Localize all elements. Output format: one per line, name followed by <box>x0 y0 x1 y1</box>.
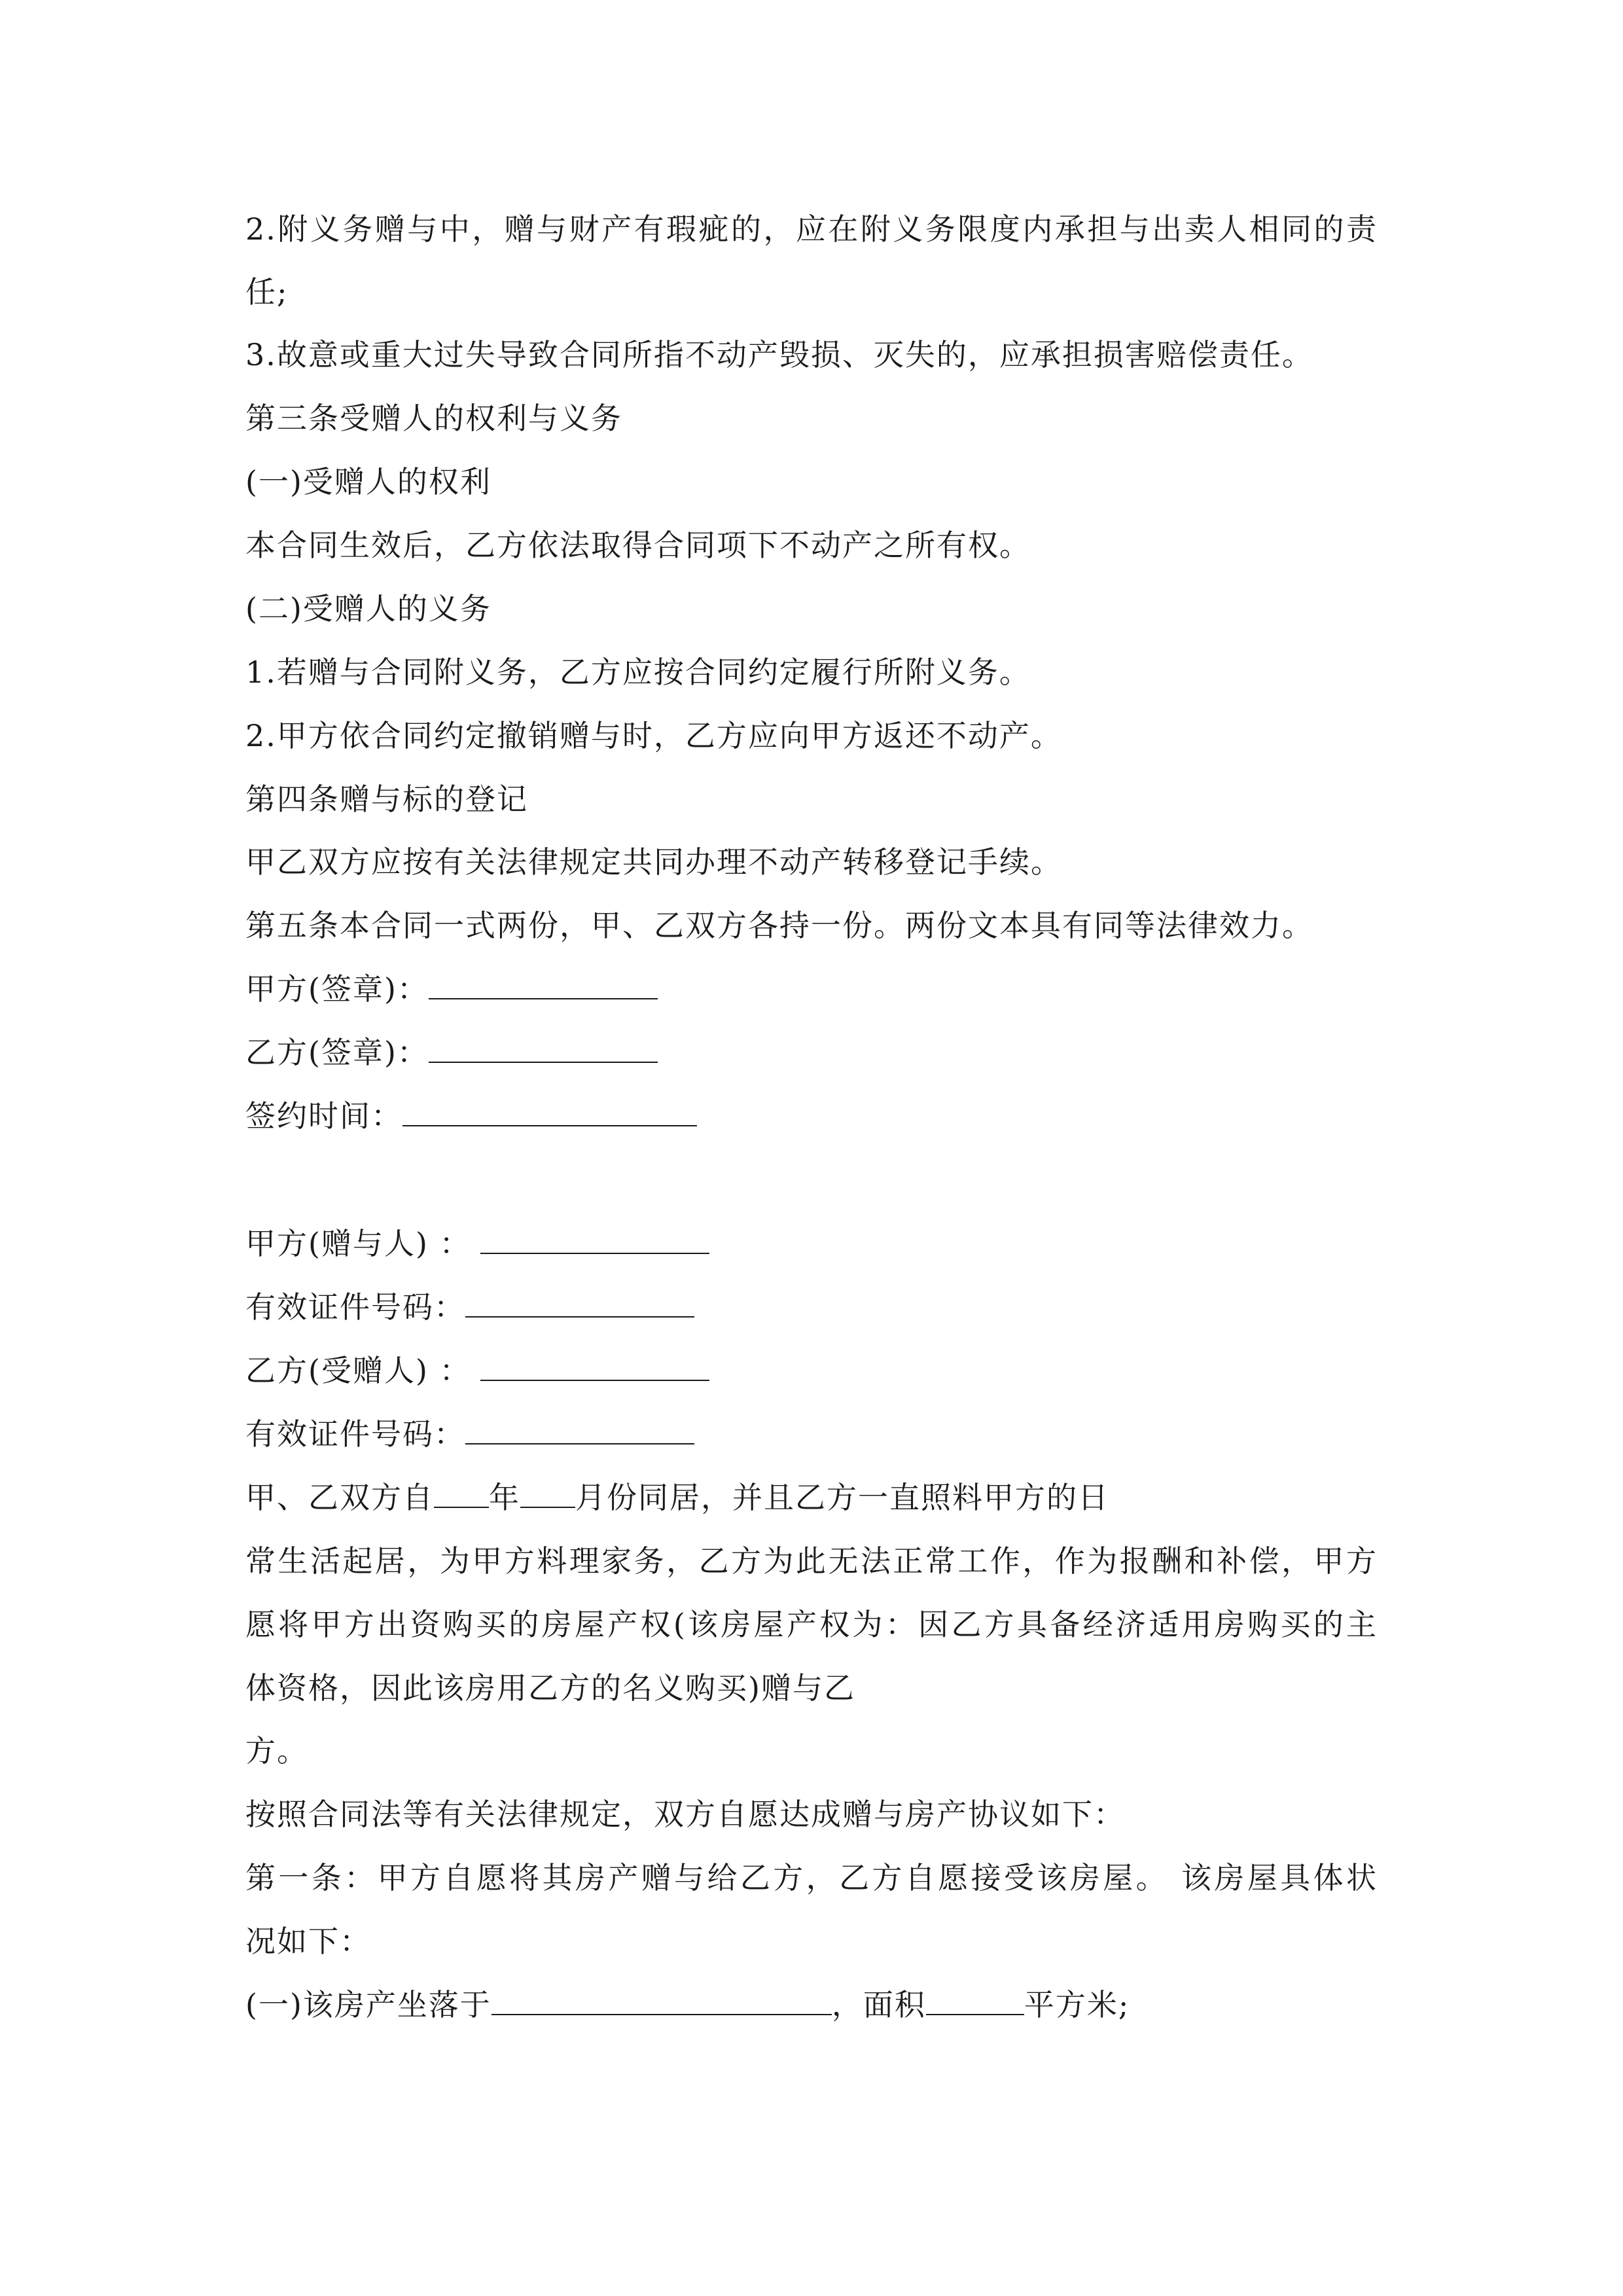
signature-party-a-blank[interactable] <box>429 969 658 999</box>
section-heading: 第四条赠与标的登记 <box>245 781 528 817</box>
text-line: 按照合同法等有关法律规定，双方自愿达成赠与房产协议如下： <box>245 1797 1125 1832</box>
cohab-month-blank[interactable] <box>520 1478 575 1508</box>
donee-id-label: 有效证件号码： <box>245 1416 465 1452</box>
subsection-heading: (一)受赠人的权利 <box>245 464 491 499</box>
cohabitation-line <box>245 1478 1378 1517</box>
donor-blank[interactable] <box>480 1224 709 1254</box>
cohab-year-blank[interactable] <box>434 1478 489 1508</box>
text-line: 况如下： <box>245 1924 371 1959</box>
text-line: 任; <box>245 274 289 310</box>
donee-label: 乙方(受赠人) ： <box>245 1353 471 1388</box>
signature-party-b <box>245 1033 1378 1072</box>
text-line: 第五条本合同一式两份，甲、乙双方各持一份。两份文本具有同等法律效力。 <box>245 908 1313 943</box>
text-line: 1.若赠与合同附义务，乙方应按合同约定履行所附义务。 <box>245 655 1031 690</box>
cohab-text-month: 月份同居，并且乙方一直照料甲方的日 <box>575 1480 1109 1515</box>
subsection-heading: (二)受赠人的义务 <box>245 591 491 626</box>
location-blank[interactable] <box>491 1985 832 2015</box>
signature-party-a-label: 甲方(签章)： <box>245 971 429 1007</box>
location-label: (一)该房产坐落于 <box>245 1987 491 2022</box>
text-line: 本合同生效后，乙方依法取得合同项下不动产之所有权。 <box>245 528 1031 563</box>
text-line: 愿将甲方出资购买的房屋产权(该房屋产权为：因乙方具备经济适用房购买的主 <box>245 1607 1378 1642</box>
section-heading: 第三条受赠人的权利与义务 <box>245 401 622 436</box>
donor-label: 甲方(赠与人) ： <box>245 1226 471 1261</box>
donee-id-line <box>245 1414 1378 1454</box>
donee-line <box>245 1351 1378 1390</box>
text-line: 第一条：甲方自愿将其房产赠与给乙方，乙方自愿接受该房屋。 该房屋具体状 <box>245 1860 1378 1895</box>
area-label: ，面积 <box>831 1987 926 2022</box>
cohab-text-a: 甲、乙双方自 <box>245 1480 434 1515</box>
text-line: 常生活起居，为甲方料理家务，乙方为此无法正常工作，作为报酬和补偿，甲方 <box>245 1543 1378 1579</box>
text-line: 2.甲方依合同约定撤销赠与时，乙方应向甲方返还不动产。 <box>245 718 1062 753</box>
donor-line <box>245 1224 1378 1263</box>
signature-party-b-label: 乙方(签章)： <box>245 1035 429 1070</box>
signature-party-a <box>245 969 1378 1009</box>
text-line: 甲乙双方应按有关法律规定共同办理不动产转移登记手续。 <box>245 844 1062 880</box>
text-line: 方。 <box>245 1733 308 1768</box>
text-line: 3.故意或重大过失导致合同所指不动产毁损、灭失的，应承担损害赔偿责任。 <box>245 337 1313 372</box>
text-line: 2.附义务赠与中，赠与财产有瑕疵的，应在附义务限度内承担与出卖人相同的责 <box>245 211 1378 247</box>
donor-id-label: 有效证件号码： <box>245 1289 465 1325</box>
signing-date-label: 签约时间： <box>245 1098 402 1134</box>
donee-id-blank[interactable] <box>465 1414 694 1444</box>
signing-date-blank[interactable] <box>402 1096 697 1126</box>
cohab-text-year: 年 <box>489 1480 520 1515</box>
signing-date <box>245 1096 1378 1136</box>
area-blank[interactable] <box>926 1985 1024 2015</box>
donee-blank[interactable] <box>480 1351 709 1381</box>
property-location-line <box>245 1985 1378 2024</box>
donor-id-blank[interactable] <box>465 1287 694 1318</box>
text-line: 体资格，因此该房用乙方的名义购买)赠与乙 <box>245 1670 855 1706</box>
signature-party-b-blank[interactable] <box>429 1033 658 1063</box>
donor-id-line <box>245 1287 1378 1327</box>
area-unit: 平方米; <box>1024 1987 1130 2022</box>
